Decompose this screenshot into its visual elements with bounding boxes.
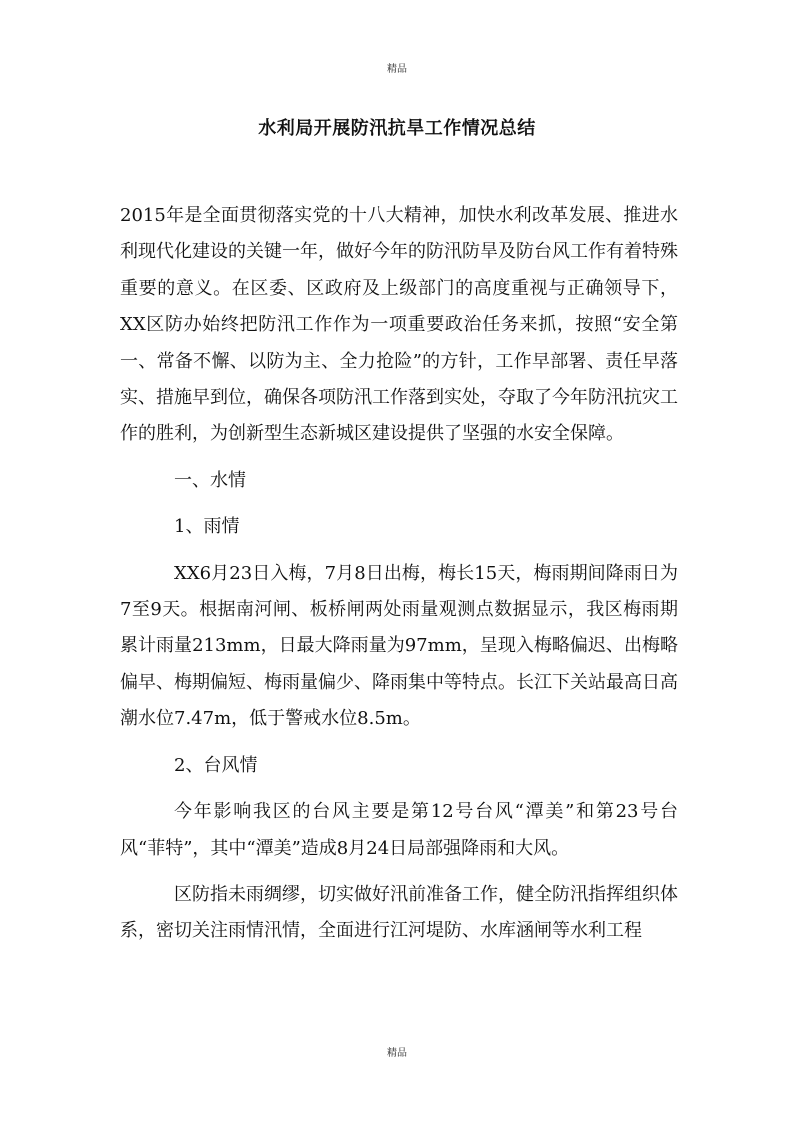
footer-mark: 精品	[387, 1048, 407, 1059]
header-mark: 精品	[387, 64, 407, 75]
rain-paragraph: XX6月23日入梅，7月8日出梅，梅长15天，梅雨期间降雨日为7至9天。根据南河闸、板桥闸两处雨量观测点数据显示，我区梅雨期累计雨量213mm，日最大降雨量为97mm，呈现入梅略偏迟、出梅略偏早、梅期偏短、梅雨量偏少、降雨集中等特点。长江下关站最高日高潮水位7.47m，低于警戒水位8.5m。	[120, 562, 678, 730]
section-heading-water: 一、水情	[174, 469, 246, 491]
document-title: 水利局开展防汛抗旱工作情况总结	[258, 118, 536, 139]
subheading-typhoon: 2、台风情	[174, 754, 258, 776]
intro-paragraph: 2015年是全面贯彻落实党的十八大精神，加快水利改革发展、推进水利现代化建设的关键一年，做好今年的防汛防旱及防台风工作有着特殊重要的意义。在区委、区政府及上级部门的高度重视与正确领导下，XX区防办始终把防汛工作作为一项重要政治任务来抓，按照“安全第一、常备不懈、以防为主、全力抢险”的方针，工作早部署、责任早落实、措施早到位，确保各项防汛工作落到实处，夺取了今年防汛抗灾工作的胜利，为创新型生态新城区建设提供了坚强的水安全保障。	[120, 205, 678, 445]
document-body	[120, 198, 678, 950]
subheading-rain: 1、雨情	[174, 516, 240, 538]
preparation-paragraph: 区防指未雨绸缪，切实做好汛前准备工作，健全防汛指挥组织体系，密切关注雨情汛情，全面进行江河堤防、水库涵闸等水利工程	[120, 883, 678, 942]
typhoon-paragraph: 今年影响我区的台风主要是第12号台风“潭美”和第23号台风“菲特”，其中“潭美”造成8月24日局部强降雨和大风。	[120, 801, 678, 859]
